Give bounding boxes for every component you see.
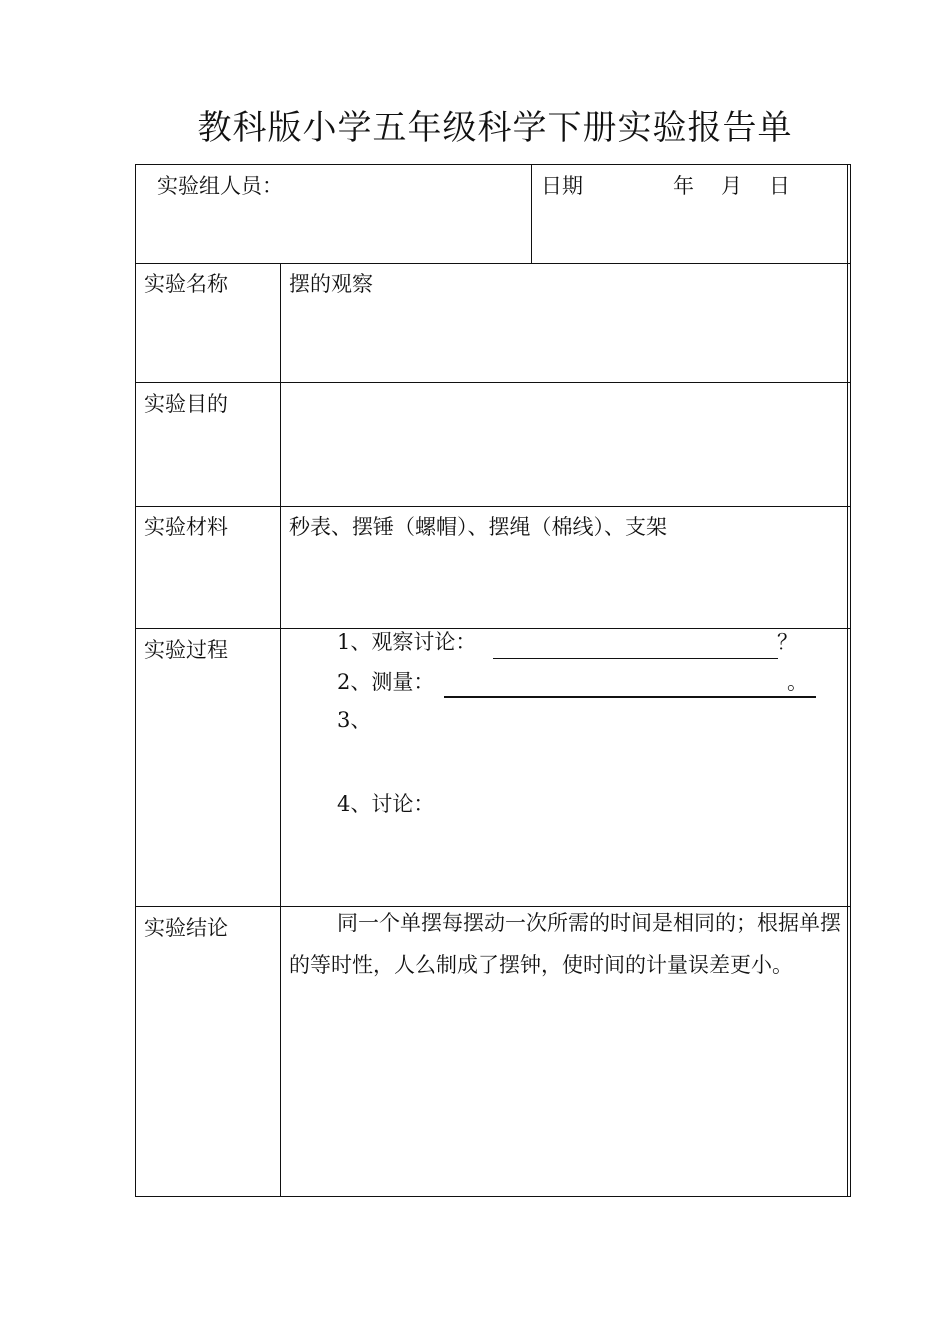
process-step-2-blank [444, 696, 816, 698]
row-divider-1 [135, 263, 850, 264]
materials-content: 秒表、摆锤（螺帽）、摆绳（棉线）、支架 [289, 515, 667, 539]
process-step-3: 3、 [337, 708, 372, 732]
day-label: 日 [769, 174, 790, 198]
process-step-4: 4、讨论： [337, 792, 435, 816]
row-divider-2 [135, 382, 850, 383]
table-border-right-outer [850, 164, 851, 1197]
row-divider-3 [135, 506, 850, 507]
purpose-label: 实验目的 [144, 392, 228, 416]
date-label: 日期 [541, 174, 583, 198]
year-label: 年 [673, 174, 694, 198]
label-column-divider [280, 263, 281, 1197]
process-step-2: 2、测量： [337, 670, 435, 694]
month-label: 月 [721, 174, 742, 198]
conclusion-content: 同一个单摆每摆动一次所需的时间是相同的；根据单摆的等时性，人么制成了摆钟，使时间的计量误差更小。 [289, 911, 841, 977]
materials-label: 实验材料 [144, 515, 228, 539]
table-border-left [135, 164, 136, 1197]
process-label: 实验过程 [144, 638, 228, 662]
process-step-2-end: 。 [787, 670, 808, 694]
process-step-1-end: ？ [777, 630, 798, 654]
header-column-divider [531, 164, 532, 263]
name-label: 实验名称 [144, 272, 228, 296]
table-border-bottom [135, 1196, 850, 1197]
table-border-right [847, 164, 848, 1197]
table-border-top [135, 164, 850, 165]
report-table [135, 164, 850, 1197]
conclusion-label: 实验结论 [144, 916, 228, 940]
process-step-1: 1、观察讨论： [337, 630, 477, 654]
name-content: 摆的观察 [289, 272, 373, 296]
members-label: 实验组人员： [157, 174, 283, 198]
process-step-1-blank [493, 658, 778, 659]
page-title: 教科版小学五年级科学下册实验报告单 [197, 108, 793, 148]
row-divider-4 [135, 628, 850, 629]
